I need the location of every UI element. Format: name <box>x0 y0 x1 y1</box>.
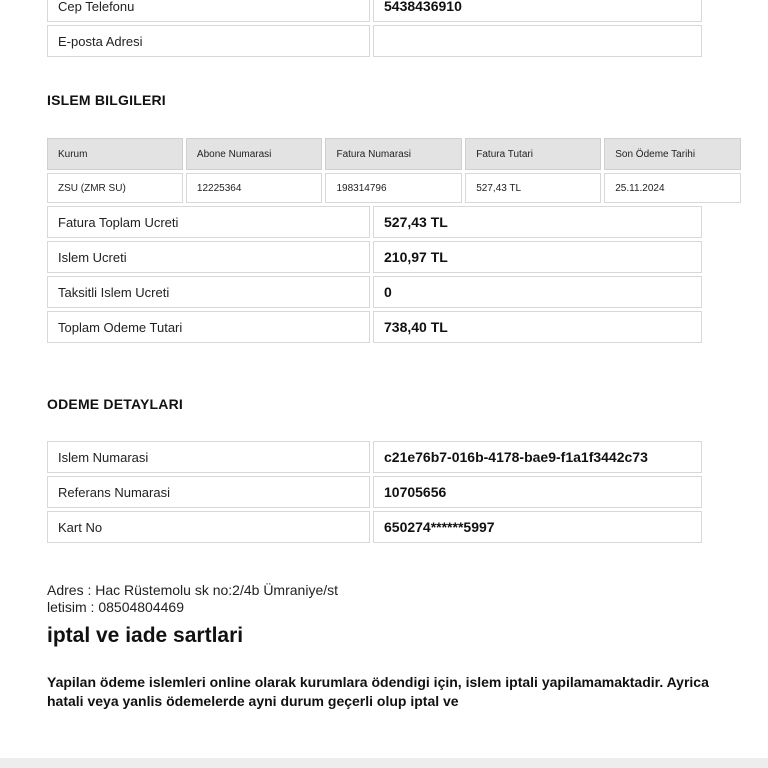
summary-label: Fatura Toplam Ucreti <box>47 206 370 238</box>
email-value <box>373 25 702 57</box>
reference-value: 10705656 <box>373 476 702 508</box>
table-row <box>47 0 702 22</box>
table-row <box>47 276 702 308</box>
summary-table <box>44 203 705 346</box>
table-row <box>47 241 702 273</box>
email-label: E-posta Adresi <box>47 25 370 57</box>
table-row <box>47 476 702 508</box>
summary-value: 527,43 TL <box>373 206 702 238</box>
islem-section-title: ISLEM BILGILERI <box>47 92 166 108</box>
cell-fatura-no: 198314796 <box>325 173 462 203</box>
contact-line: letisim : 08504804469 <box>47 599 184 615</box>
header-fatura-tutari: Fatura Tutari <box>465 138 601 170</box>
header-son-odeme: Son Ödeme Tarihi <box>604 138 741 170</box>
address-line: Adres : Hac Rüstemolu sk no:2/4b Ümraniye/st <box>47 582 339 598</box>
cell-fatura-tutari: 527,43 TL <box>465 173 601 203</box>
invoice-table <box>44 135 744 206</box>
contact-table <box>44 0 705 60</box>
table-row <box>47 311 702 343</box>
terms-title: iptal ve iade sartlari <box>47 624 244 647</box>
reference-label: Referans Numarasi <box>47 476 370 508</box>
summary-label: Islem Ucreti <box>47 241 370 273</box>
payment-details-table <box>44 438 705 546</box>
cell-son-odeme: 25.11.2024 <box>604 173 741 203</box>
transaction-id-label: Islem Numarasi <box>47 441 370 473</box>
summary-label: Toplam Odeme Tutari <box>47 311 370 343</box>
table-row <box>47 206 702 238</box>
phone-value: 5438436910 <box>373 0 702 22</box>
table-row <box>47 441 702 473</box>
cell-kurum: ZSU (ZMR SU) <box>47 173 183 203</box>
address-block <box>47 582 338 616</box>
cell-abone: 12225364 <box>186 173 323 203</box>
header-abone: Abone Numarasi <box>186 138 323 170</box>
invoice-header-row <box>47 138 741 170</box>
table-row <box>47 173 741 203</box>
summary-value: 0 <box>373 276 702 308</box>
odeme-section-title: ODEME DETAYLARI <box>47 396 184 412</box>
table-row <box>47 25 702 57</box>
card-label: Kart No <box>47 511 370 543</box>
summary-label: Taksitli Islem Ucreti <box>47 276 370 308</box>
header-fatura-no: Fatura Numarasi <box>325 138 462 170</box>
card-value: 650274******5997 <box>373 511 702 543</box>
summary-value: 738,40 TL <box>373 311 702 343</box>
transaction-id-value: c21e76b7-016b-4178-bae9-f1a1f3442c73 <box>373 441 702 473</box>
bottom-bar <box>0 758 768 768</box>
header-kurum: Kurum <box>47 138 183 170</box>
terms-body: Yapilan ödeme islemleri online olarak kurumlara ödendigi için, islem iptali yapilamamaktadir. Ayrica hatali veya yanlis ödemelerde ayni durum geçerli olup iptal ve <box>47 674 709 709</box>
phone-label: Cep Telefonu <box>47 0 370 22</box>
summary-value: 210,97 TL <box>373 241 702 273</box>
table-row <box>47 511 702 543</box>
